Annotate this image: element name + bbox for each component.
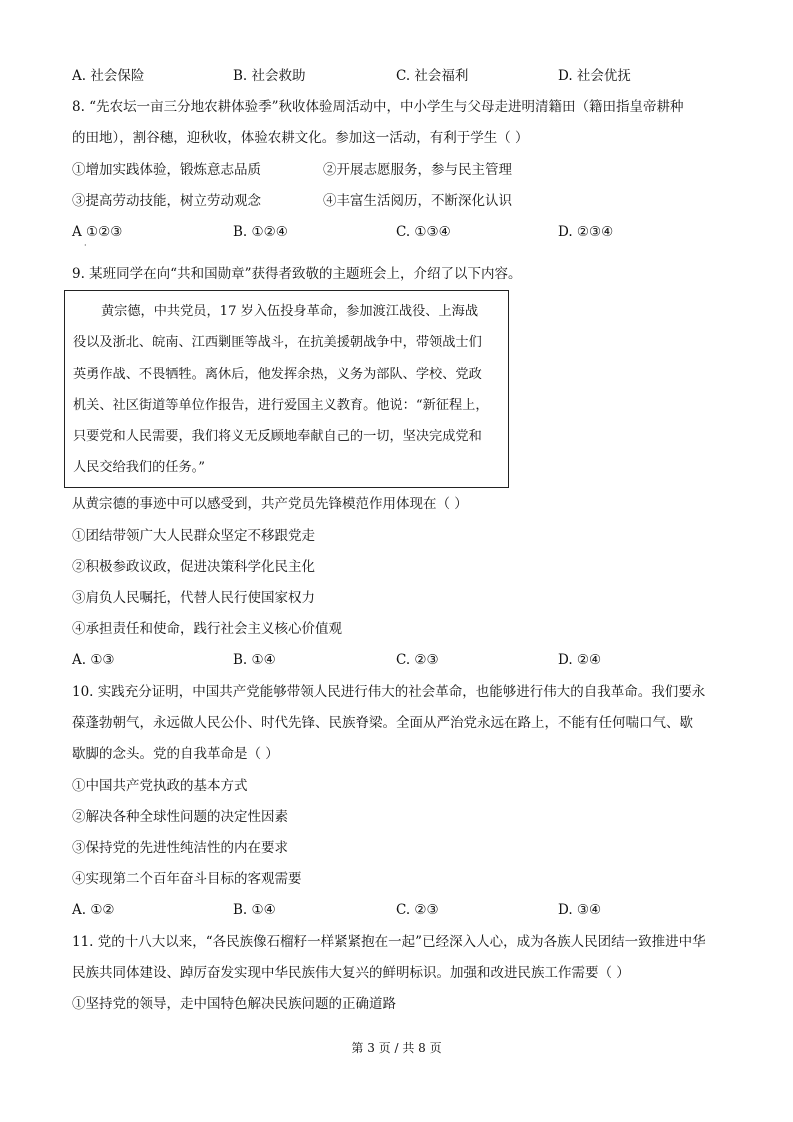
q9-item-2: ②积极参政议政，促进决策科学化民主化 (72, 559, 315, 575)
q10-stem-line-1: 10. 实践充分证明，中国共产党能够带领人民进行伟大的社会革命，也能够进行伟大的自我革命。我们要永 (72, 684, 706, 700)
quote-line-2: 役以及浙北、皖南、江西剿匪等战斗，在抗美援朝战争中，带领战士们 (73, 335, 482, 350)
q8-item-2: ②开展志愿服务，参与民主管理 (323, 162, 512, 178)
q8-option-a: A ①②③ (72, 224, 123, 240)
quote-line-1: 黄宗德，中共党员，17 岁入伍投身革命，参加渡江战役、上海战 (101, 304, 479, 319)
q9-item-3: ③肩负人民嘱托，代替人民行使国家权力 (72, 590, 315, 606)
q9-stem: 9. 某班同学在向“共和国勋章”获得者致敬的主题班会上，介绍了以下内容。 (72, 266, 522, 282)
quote-line-3: 英勇作战、不畏牺牲。离休后，他发挥余热，义务为部队、学校、党政 (73, 367, 482, 382)
q10-option-b: B. ①④ (233, 902, 276, 918)
stray-dot: · (84, 241, 87, 250)
q10-option-c: C. ②③ (396, 902, 439, 918)
q8-item-3: ③提高劳动技能，树立劳动观念 (72, 193, 261, 209)
quote-line-6: 人民交给我们的任务。” (73, 460, 206, 475)
q10-option-d: D. ③④ (558, 902, 602, 918)
q8-stem-line-1: 8. “先农坛一亩三分地农耕体验季”秋收体验周活动中，中小学生与父母走进明清籍田（籍田指皇帝耕种 (72, 99, 684, 115)
q9-item-4: ④承担责任和使命，践行社会主义核心价值观 (72, 621, 342, 637)
q10-option-a: A. ①② (72, 902, 115, 918)
q10-item-3: ③保持党的先进性纯洁性的内在要求 (72, 840, 288, 856)
q8-stem-line-2: 的田地），割谷穗，迎秋收，体验农耕文化。参加这一活动，有利于学生（ ） (72, 130, 529, 146)
q7-option-a: A. 社会保险 (72, 68, 145, 84)
q7-option-b: B. 社会救助 (233, 68, 306, 84)
q10-stem-line-2: 葆蓬勃朝气，永远做人民公仆、时代先锋、民族脊梁。全面从严治党永远在路上，不能有任何喘口气、歇 (72, 715, 693, 731)
page-footer: 第 3 页 / 共 8 页 (351, 1041, 442, 1055)
q7-option-d: D. 社会优抚 (558, 68, 631, 84)
q9-option-c: C. ②③ (396, 652, 439, 668)
q8-option-b: B. ①②④ (233, 224, 288, 240)
q9-option-b: B. ①④ (233, 652, 276, 668)
q8-option-c: C. ①③④ (396, 224, 451, 240)
q7-option-c: C. 社会福利 (396, 68, 469, 84)
q10-item-1: ①中国共产党执政的基本方式 (72, 778, 248, 794)
quote-line-4: 机关、社区街道等单位作报告，进行爱国主义教育。他说：“新征程上， (73, 398, 489, 413)
q9-option-d: D. ②④ (558, 652, 602, 668)
q11-stem-line-2: 民族共同体建设、踔厉奋发实现中华民族伟大复兴的鲜明标识。加强和改进民族工作需要（ ） (72, 965, 630, 981)
quote-line-5: 只要党和人民需要，我们将义无反顾地奉献自己的一切，坚决完成党和 (73, 429, 482, 444)
q8-option-d: D. ②③④ (558, 224, 614, 240)
q9-item-1: ①团结带领广大人民群众坚定不移跟党走 (72, 528, 315, 544)
q8-item-4: ④丰富生活阅历，不断深化认识 (323, 193, 512, 209)
q11-item-1: ①坚持党的领导，走中国特色解决民族问题的正确道路 (72, 996, 396, 1012)
q10-stem-line-3: 歇脚的念头。党的自我革命是（ ） (72, 746, 279, 762)
q9-question: 从黄宗德的事迹中可以感受到，共产党员先锋模范作用体现在（ ） (72, 496, 468, 512)
q11-stem-line-1: 11. 党的十八大以来，“各民族像石榴籽一样紧紧抱在一起”已经深入人心，成为各族人民团结一致推进中华 (72, 934, 706, 950)
q8-item-1: ①增加实践体验，锻炼意志品质 (72, 162, 261, 178)
q10-item-2: ②解决各种全球性问题的决定性因素 (72, 809, 288, 825)
q10-item-4: ④实现第二个百年奋斗目标的客观需要 (72, 871, 302, 887)
q9-option-a: A. ①③ (72, 652, 115, 668)
